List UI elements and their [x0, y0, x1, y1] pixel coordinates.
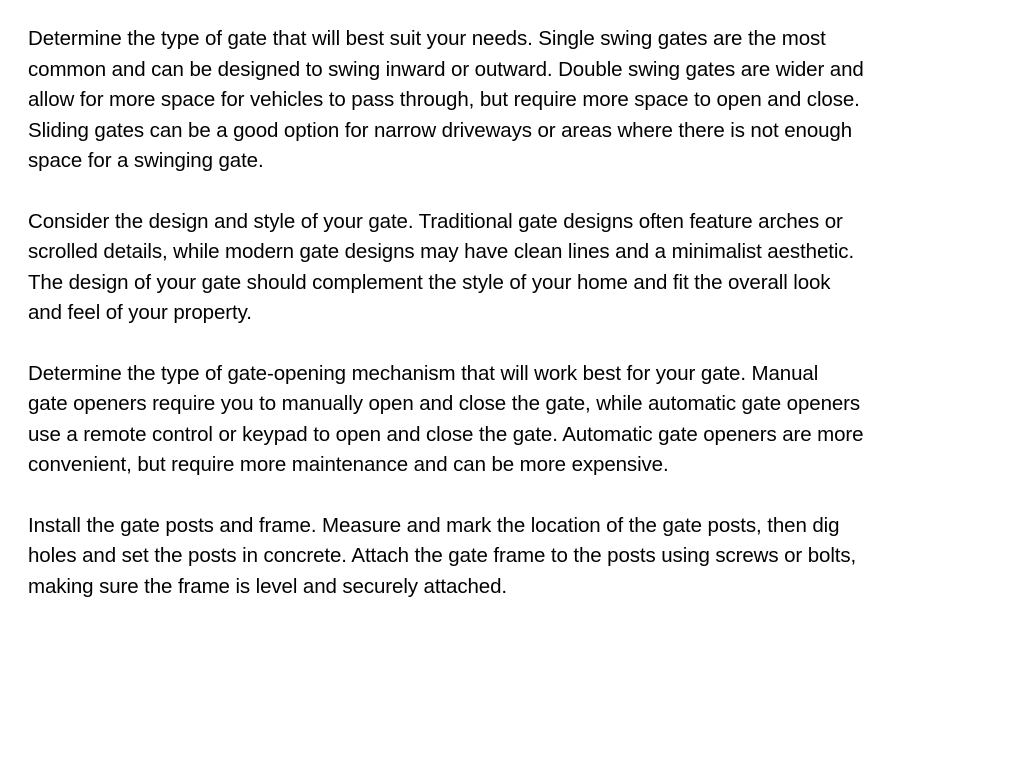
paragraph-opening-mechanism: Determine the type of gate-opening mechanism that will work best for your gate. Manual gate openers require you to manually open and close the gate, while automatic gate openers use a remote control or keypad to open and close the gate. Automatic gate openers are more convenient, but require more maintenance and can be more expensive. — [28, 361, 864, 476]
paragraph-gate-design: Consider the design and style of your gate. Traditional gate designs often feature arches or scrolled details, while modern gate designs may have clean lines and a minimalist aesthetic. The design of your gate should complement the style of your home and fit the overall look and feel of your property. — [28, 209, 855, 324]
paragraph-gate-type: Determine the type of gate that will best suit your needs. Single swing gates are the most common and can be designed to swing inward or outward. Double swing gates are wider and allow for more space for vehicles to pass through, but require more space to open and close. Sliding gates can be a good option for narrow driveways or areas where there is not enough space for a swinging gate. — [28, 27, 864, 172]
paragraph-install-posts: Install the gate posts and frame. Measure and mark the location of the gate posts, then dig holes and set the posts in concrete. Attach the gate frame to the posts using screws or bolts, making sure the frame is level and securely attached. — [28, 513, 857, 598]
